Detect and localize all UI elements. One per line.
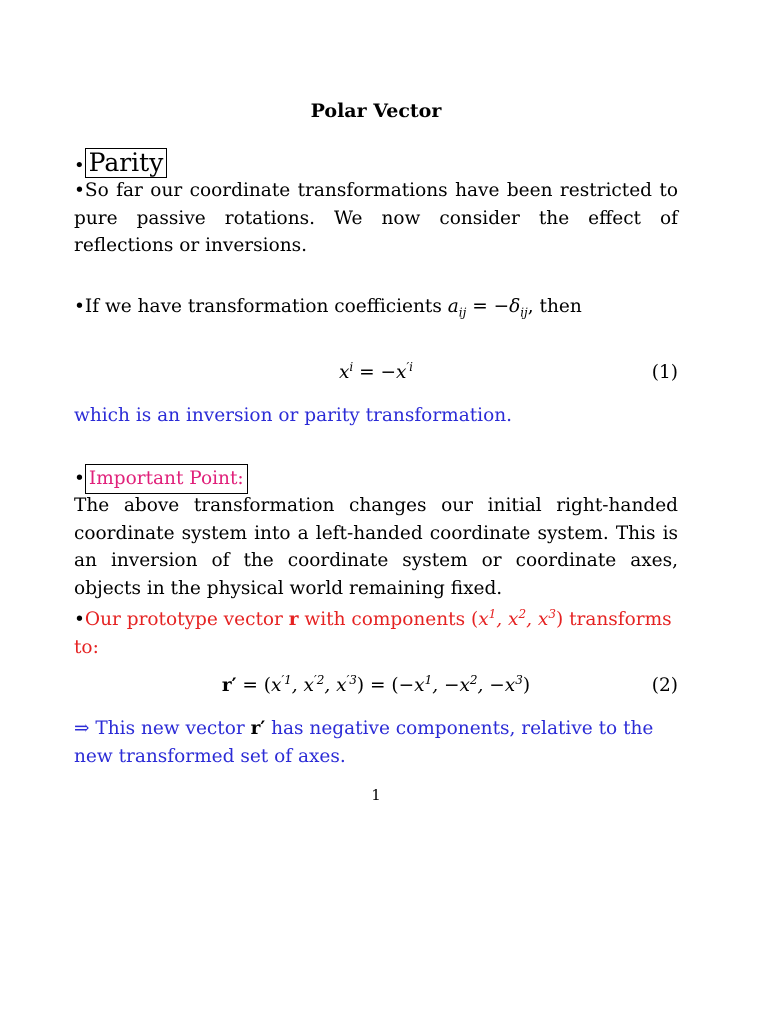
components-formula: ($x^1$, $x^2$, $x^3$)	[470, 606, 564, 630]
bullet-icon: •	[74, 296, 85, 317]
prototype-vector-line	[74, 606, 678, 661]
important-point-line	[74, 464, 678, 494]
bullet-icon: •	[74, 468, 85, 489]
conclusion-suffix: has negative components, relative to the new transformed set of axes.	[74, 718, 654, 767]
paragraph-intro	[74, 177, 678, 260]
equation-2	[74, 672, 678, 703]
prototype-suffix: transforms to:	[74, 609, 672, 658]
inversion-note: which is an inversion or parity transformation.	[74, 405, 513, 426]
equation-2-number: (2)	[651, 675, 678, 696]
paragraph-handedness: The above transformation changes our initial right-handed coordinate system into a left-handed coordinate system. This is an inversion of the coordinate system or coordinate axes, objects in the physical world remaining fixed.	[74, 495, 678, 599]
implies-arrow-icon: ⇒	[74, 718, 90, 739]
page-number: 1	[371, 786, 381, 804]
bullet-icon: •	[74, 155, 85, 176]
equation-1	[74, 359, 678, 390]
page-title: Polar Vector	[310, 100, 442, 122]
conclusion	[74, 715, 678, 770]
paragraph-intro-text: So far our coordinate transformations have been restricted to pure passive rotations. We now consider the effect of reflections or inversions.	[74, 180, 678, 256]
conclusion-prefix: This new vector	[89, 718, 251, 739]
equation-2-body: $r' = (x^{'1}$, $x^{'2}$, $x^{'3}) = (-x^1$, $-x^2$, $-x^3$)	[221, 672, 531, 696]
coefficients-suffix: , then	[527, 296, 582, 317]
vector-r: r	[288, 609, 299, 630]
bullet-icon: •	[74, 180, 85, 201]
important-point-box: Important Point:	[85, 464, 248, 494]
bullet-icon: •	[74, 609, 85, 630]
paragraph-coefficients	[74, 293, 678, 321]
prototype-prefix: Our prototype vector	[84, 609, 289, 630]
prototype-mid: with components	[298, 609, 471, 630]
coefficients-prefix: If we have transformation coefficients	[84, 296, 448, 317]
parity-box: Parity	[85, 148, 168, 178]
equation-1-number: (1)	[651, 362, 678, 383]
coefficient-formula: $a_{ij} = -\delta_{ij}$	[447, 296, 528, 320]
vector-r-prime: r′	[250, 718, 266, 739]
equation-1-body: $x^i = -x^{'i}$	[338, 359, 414, 383]
